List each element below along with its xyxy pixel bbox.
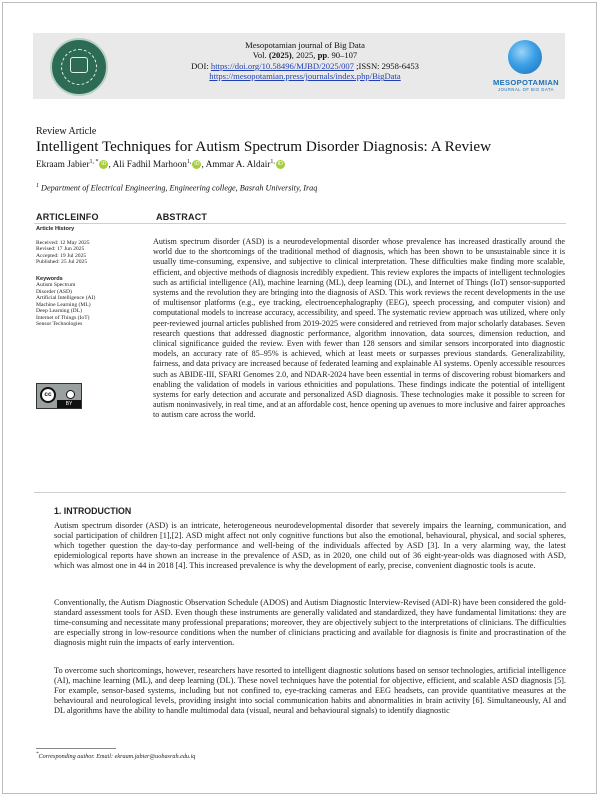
- keyword: Sensor Technologies: [36, 321, 83, 327]
- article-title: Intelligent Techniques for Autism Spectrum Disorder Diagnosis: A Review: [36, 138, 492, 155]
- paragraph: Conventionally, the Autism Diagnostic Observation Schedule (ADOS) and Autism Diagnostic Interview-Revised (ADI-R) have been considered the gold-standard assessment tools for ASD. Even though these instruments are generally validated and standardized, they have fundamental limitations: they are time-consuming and necessitate many professional preparations; moreover, they are objectively subject to the interpretations of clinicians. The difficulties are especially strong in low-resource conditions when the number of clinicians practicing and available for diagnosis is finite and procrastination of the diagnosis might ruin the impacts of early intervention.: [54, 598, 566, 648]
- orcid-icon[interactable]: iD: [277, 161, 283, 168]
- divider: [34, 492, 566, 493]
- publisher-name: MESOPOTAMIAN: [493, 78, 559, 87]
- paragraph: Autism spectrum disorder (ASD) is an intricate, heterogeneous neurodevelopmental disorder that severely impairs the learning, communication, and social participation of children [1],[2]. ASD might affect not only cognitive functions but also the emotional, behavioural, physical, and social spheres, which together question the day-to-day performance and well-being of the individuals affected by ASD [3]. In a very alarming way, the latest epidemiological reports have shown an increase in the prevalence of ASD, as in 2020, one child out of 36 eight-year-olds was diagnosed with ASD, which was almost one in 44 in 2018 [4]. This increased prevalence is why the development of early, precise, convenient diagnostic tools is acute.: [54, 521, 566, 571]
- abstract-text: Autism spectrum disorder (ASD) is a neurodevelopmental disorder whose prevalence has increased drastically around the world due to the shortcomings of the traditional method of diagnosis, which has been shown to be unsustainable since it is usually time-consuming, expensive, and subjective to clinical interpretation. These difficulties make finding more scalable, efficient, and objective methods of diagnosis incredibly expedient. This review explores the impacts of intelligent technologies such as artificial intelligence (AI), machine learning (ML), deep learning (DL), and Internet of Things (IoT) sensor-supported systems and the revolution they are bringing into the diagnosis of ASD. This work reviews the recent developments in the use of multisensor platforms (e.g., eye tracking, electroencephalography (EEG), speech processing, and computer vision) and computational models to increase accuracy, accessibility, and speed. The systematic review approach was utilized, where only peer-reviewed journal articles published from 2019-2025 were considered and retrieved from major scholarly databases. Seven research questions that addressed diagnostic performance, algorithm innovation, data sources, dimension reduction, and clinical significance guided the review. Even with fewer than 128 sensors and similar sensors incorporated into diagnostic models, an accuracy rate of 85–95% is achieved, which at least meets or surpasses previous standards. Generalizability, fairness, and data privacy are increased because of federated learning and explainable AI systems. Openly accessible resources such as ABIDE-III, SFARI Genomes 2.0, and NDAR-2024 have been essential in terms of discovering robust biomarkers and enabling the validation of models in various ethnicities and populations. These findings indicate the potential of intelligent systems for early detection and accurate and personalized ASD diagnosis. These technologies make it possible to screen for autism noninvasively, in real time, and at an affordable cost, hence opening up avenues to more inclusive and fairer approaches to autism care across the world.: [153, 237, 565, 420]
- publisher-subtitle: JOURNAL OF BIG DATA: [498, 87, 554, 92]
- keyword: Deep Learning (DL): [36, 308, 82, 314]
- keyword: Machine Learning (ML): [36, 301, 91, 308]
- affiliation: $^1$ Department of Electrical Engineering, Engineering college, Basrah University, Iraq: [36, 183, 318, 193]
- history-date: Revised: 17 Jun 2025: [36, 246, 85, 252]
- keywords-label: Keywords: [36, 275, 63, 282]
- article-info-heading: ARTICLEINFO: [36, 212, 99, 222]
- journal-info: [150, 40, 460, 82]
- journal-url-link[interactable]: https://mesopotamian.press/journals/index.php/BigData: [209, 71, 401, 82]
- author-name: Ali Fadhil Marhoon: [112, 160, 187, 171]
- journal-name: Mesopotamian journal of Big Data: [245, 40, 365, 50]
- cc-by-license-badge[interactable]: [36, 383, 82, 409]
- author-name: Ekraam Jabier: [36, 160, 90, 171]
- seal-emblem: [70, 57, 88, 73]
- orcid-icon[interactable]: iD: [194, 161, 200, 168]
- cc-icon: cc: [40, 387, 56, 403]
- article-type: Review Article: [36, 126, 97, 137]
- journal-volume: Vol. (2025), 2025, pp. 90–107: [252, 50, 358, 61]
- attribution-icon: [61, 386, 79, 399]
- article-info-panel: [36, 226, 146, 328]
- by-label: BY: [57, 400, 81, 408]
- publisher-logo: [484, 36, 568, 100]
- footnote-rule: [36, 748, 116, 749]
- keyword: Autism Spectrum: [36, 282, 76, 288]
- history-label: Article History: [36, 226, 75, 232]
- doi-link[interactable]: https://doi.org/10.58496/MJBD/2025/007: [210, 60, 354, 71]
- orcid-icon[interactable]: iD: [101, 161, 107, 168]
- keyword: Artificial Intelligence (AI): [36, 295, 96, 301]
- abstract-heading: ABSTRACT: [156, 212, 208, 222]
- corresponding-author-footnote: *Corresponding author. Email: ekraam.jabier@uobasrah.edu.iq: [36, 752, 196, 761]
- history-date: Published: 25 Jul 2025: [36, 259, 88, 265]
- keyword: Disorder (ASD): [36, 288, 72, 295]
- university-seal-logo: [50, 38, 108, 96]
- paragraph: To overcome such shortcomings, however, researchers have resorted to intelligent diagnostic solutions based on sensor technologies, artificial intelligence (AI), machine learning (ML), and deep learning (DL). These novel techniques have the potential for objective, efficient, and scalable ASD diagnosis [5]. For example, sensor-based systems, including but not confined to, eye-tracking cameras and EEG headsets, can provide quantitative measures at the behavioural and neurological levels, providing insight into social communication habits and abnormalities in brain activity [6]. Simultaneously, AI and DL algorithms have the ability to handle multimodal data (visual, neural and behavioural signals) to identify diagnostic: [54, 666, 566, 716]
- history-date: Accepted: 19 Jul 2025: [36, 252, 87, 259]
- author-list: Ekraam Jabier$^{1, *}$ iD , Ali Fadhil Marhoon$^{1,}$ iD , Ammar A. Aldair$^{1,}$ iD: [36, 159, 283, 171]
- globe-icon: [508, 40, 542, 74]
- history-date: Received: 12 May 2025: [36, 239, 90, 246]
- author-name: Ammar A. Aldair: [205, 160, 271, 171]
- section-heading: 1. INTRODUCTION: [54, 506, 132, 516]
- keyword: Internet of Things (IoT): [36, 314, 90, 321]
- divider: [34, 223, 566, 224]
- journal-doi-line: DOI: https://doi.org/10.58496/MJBD/2025/007 ;ISSN: 2958-6453: [191, 60, 419, 71]
